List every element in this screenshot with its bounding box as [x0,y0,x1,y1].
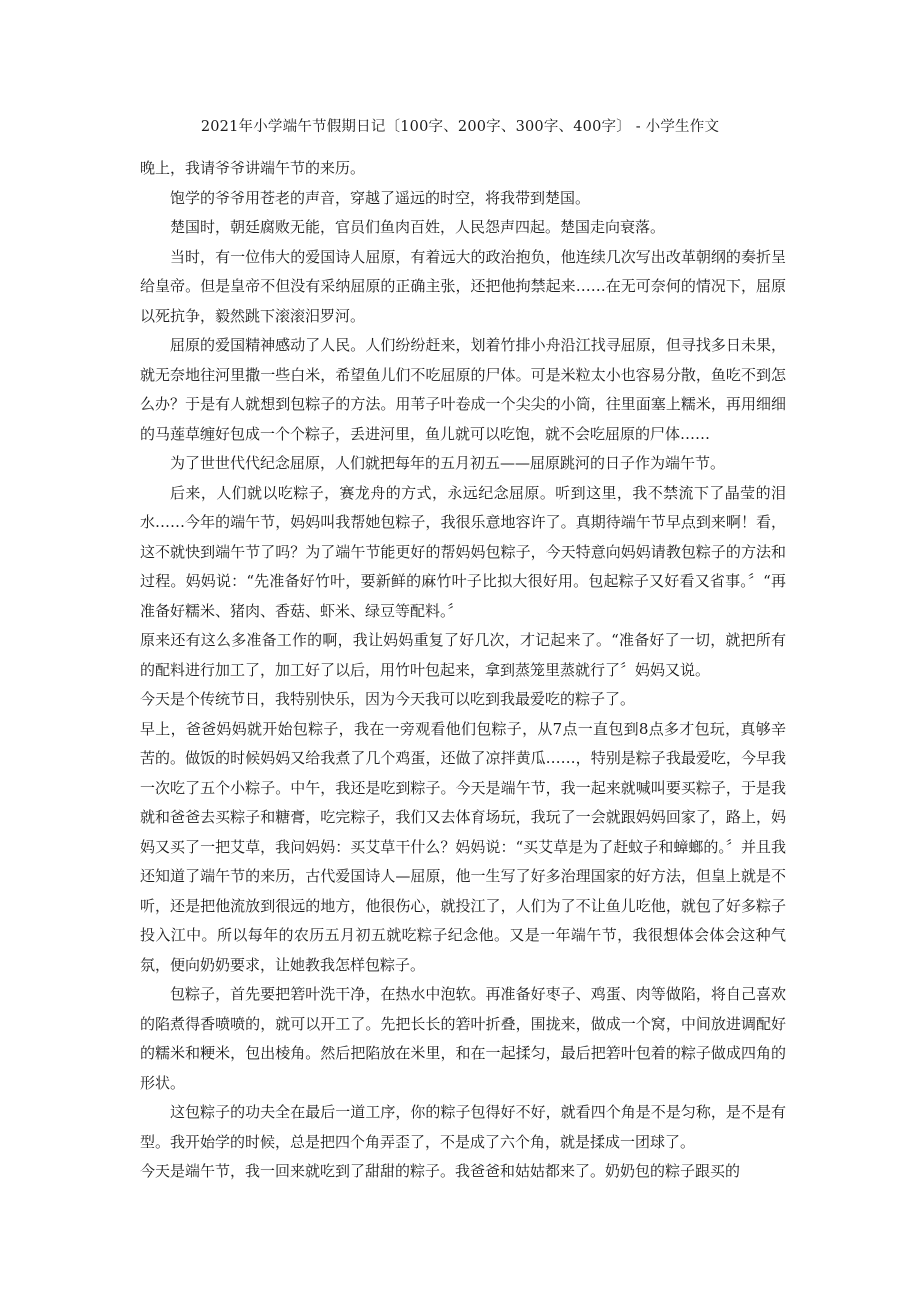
document-title: 2021年小学端午节假期日记〔100字、200字、300字、400字〕 - 小学生作文 [200,119,720,135]
paragraph: 早上，爸爸妈妈就开始包粽子，我在一旁观看他们包粽子，从7点一直包到8点多才包玩，真够辛苦的。做饭的时候妈妈又给我煮了几个鸡蛋，还做了凉拌黄瓜……，特别是粽子我最爱吃，今早我一次吃了五个小粽子。中午，我还是吃到粽子。今天是端午节，我一起来就喊叫要买粽子，于是我就和爸爸去买粽子和糖膏，吃完粽子，我们又去体育场玩，我玩了一会就跟妈妈回家了，路上，妈妈又买了一把艾草，我问妈妈：买艾草干什么？妈妈说：“买艾草是为了赶蚊子和蟑螂的。〞并且我还知道了端午节的来历，古代爱国诗人—屈原，他一生写了好多治理国家的好方法，但皇上就是不听，还是把他流放到很远的地方，他很伤心，就投江了，人们为了不让鱼儿吃他，就包了好多粽子投入江中。所以每年的农历五月初五就吃粽子纪念他。又是一年端午节，我很想体会体会这种气氛，便向奶奶要求，让她教我怎样包粽子。 [140,719,786,974]
paragraph: 为了世世代代纪念屈原，人们就把每年的五月初五——屈原跳河的日子作为端午节。 [170,454,726,472]
paragraph: 楚国时，朝廷腐败无能，官员们鱼肉百姓，人民怨声四起。楚国走向衰落。 [170,218,666,236]
paragraph: 晚上，我请爷爷讲端午节的来历。 [140,159,366,177]
paragraph: 原来还有这么多准备工作的啊，我让妈妈重复了好几次，才记起来了。“准备好了一切，就把所有的配料进行加工了，加工好了以后，用竹叶包起来，拿到蒸笼里蒸就行了〞妈妈又说。 [140,631,786,679]
paragraph: 饱学的爷爷用苍老的声音，穿越了遥远的时空，将我带到楚国。 [170,188,591,207]
paragraph: 今天是端午节，我一回来就吃到了甜甜的粽子。我爸爸和姑姑都来了。奶奶包的粽子跟买的 [140,1162,741,1180]
paragraph: 包粽子，首先要把箬叶洗干净，在热水中泡软。再准备好枣子、鸡蛋、肉等做陷，将自己喜欢的陷煮得香喷喷的，就可以开工了。先把长长的箬叶折叠，围拢来，做成一个窝，中间放进调配好的糯米和粳米，包出棱角。然后把陷放在米里，和在一起揉匀，最后把箬叶包着的粽子做成四角的形状。 [140,985,786,1092]
paragraph: 今天是个传统节日，我特别快乐，因为今天我可以吃到我最爱吃的粽子了。 [140,690,636,708]
paragraph: 当时，有一位伟大的爱国诗人屈原，有着远大的政治抱负，他连续几次写出改革朝纲的奏折呈给皇帝。但是皇帝不但没有采纳屈原的正确主张，还把他拘禁起来……在无可奈何的情况下，屈原以死抗争，毅然跳下滚滚汨罗河。 [140,247,786,325]
paragraph: 后来，人们就以吃粽子，赛龙舟的方式，永远纪念屈原。听到这里，我不禁流下了晶莹的泪水……今年的端午节，妈妈叫我帮她包粽子，我很乐意地容许了。真期待端午节早点到来啊！看，这不就快到端午节了吗？为了端午节能更好的帮妈妈包粽子，今天特意向妈妈请教包粽子的方法和过程。妈妈说：“先准备好竹叶，要新鲜的麻竹叶子比拟大很好用。包起粽子又好看又省事。〞“再准备好糯米、猪肉、香菇、虾米、绿豆等配料。〞 [140,483,786,620]
paragraph: 屈原的爱国精神感动了人民。人们纷纷赶来，划着竹排小舟沿江找寻屈原，但寻找多日未果，就无奈地往河里撒一些白米，希望鱼儿们不吃屈原的尸体。可是米粒太小也容易分散，鱼吃不到怎么办？于是有人就想到包粽子的方法。用苇子叶卷成一个尖尖的小筒，往里面塞上糯米，再用细细的马莲草缠好包成一个个粽子，丢进河里，鱼儿就可以吃饱，就不会吃屈原的尸体…… [140,336,786,443]
document-body [140,154,786,1187]
paragraph: 这包粽子的功夫全在最后一道工序，你的粽子包得好不好，就看四个角是不是匀称，是不是有型。我开始学的时候，总是把四个角弄歪了，不是成了六个角，就是揉成一团球了。 [140,1103,786,1151]
